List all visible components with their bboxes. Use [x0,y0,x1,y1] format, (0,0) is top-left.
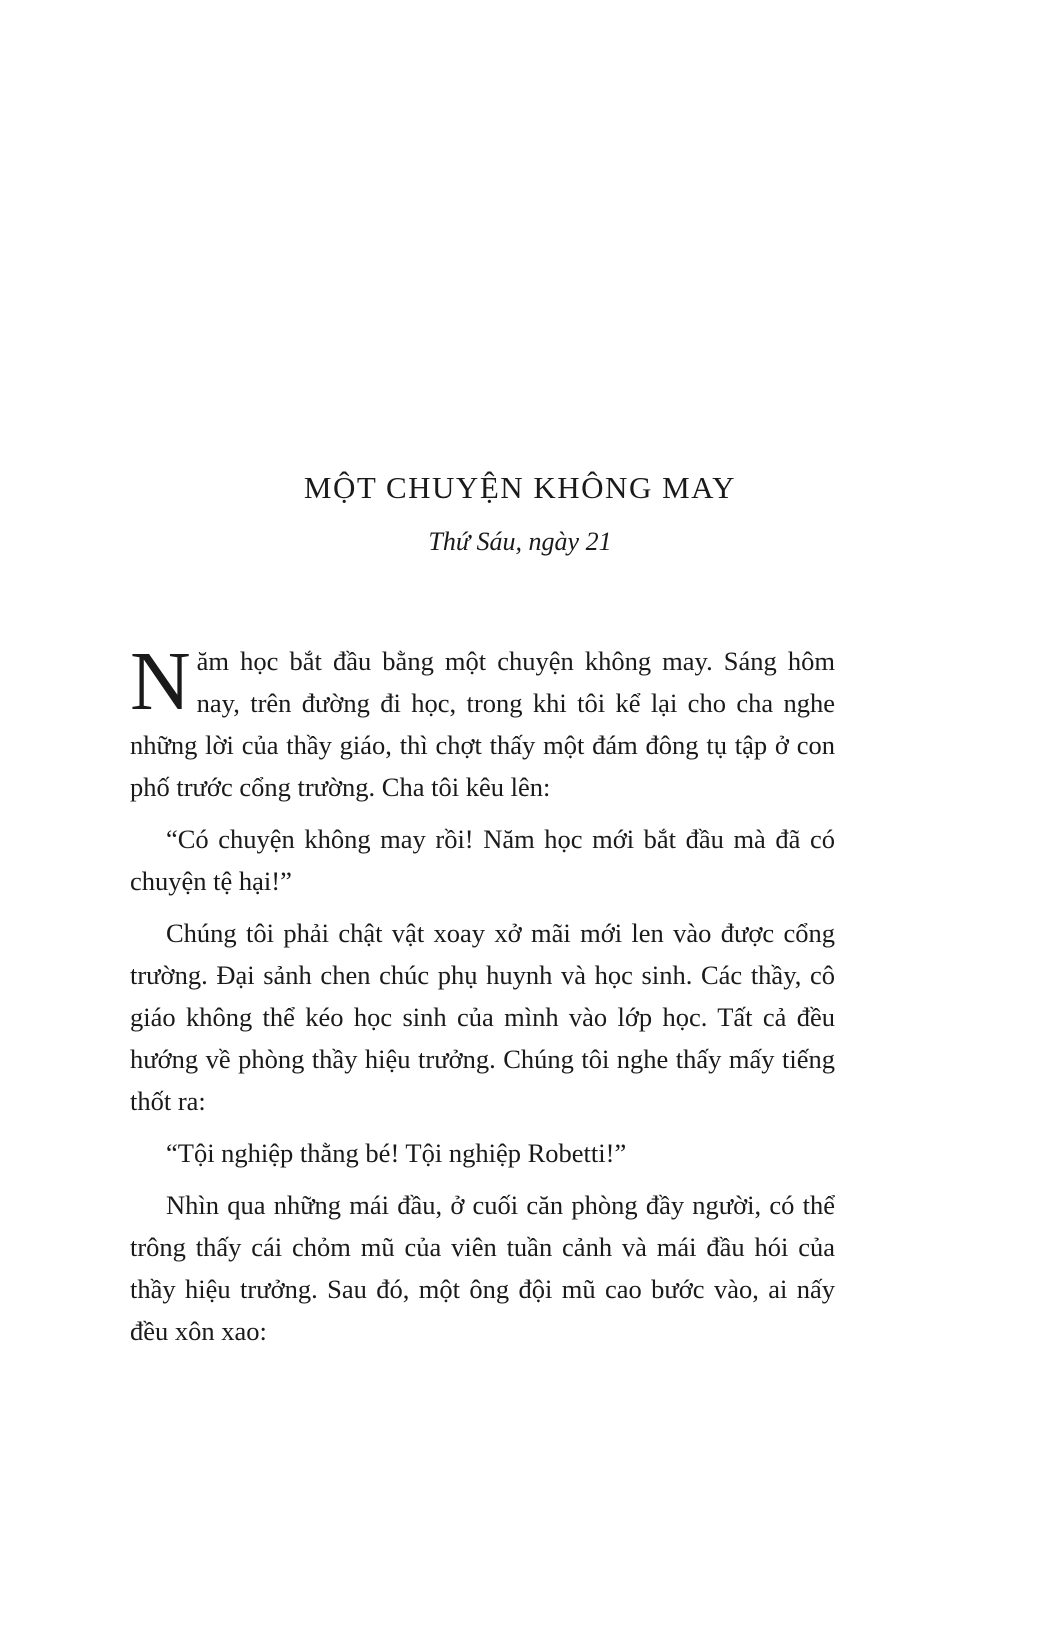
paragraph-principal-room: Nhìn qua những mái đầu, ở cuối căn phòng đầy người, có thể trông thấy cái chỏm mũ của viên tuần cảnh và mái đầu hói của thầy hiệu trưởng. Sau đó, một ông đội mũ cao bước vào, ai nấy đều xôn xao: [130,1190,835,1346]
paragraph-text: ăm học bắt đầu bằng một chuyện không may. Sáng hôm nay, trên đường đi học, trong khi tôi kể lại cho cha nghe những lời của thầy giáo, thì chợt thấy một đám đông tụ tập ở con phố trước cổng trường. Cha tôi kêu lên: [130,646,835,802]
paragraph-quote-father: “Có chuyện không may rồi! Năm học mới bắt đầu mà đã có chuyện tệ hại!” [130,824,835,896]
drop-cap: N [130,635,191,728]
chapter-date: Thứ Sáu, ngày 21 [428,527,612,556]
paragraph-entering-school: Chúng tôi phải chật vật xoay xở mãi mới len vào được cổng trường. Đại sảnh chen chúc phụ huynh và học sinh. Các thầy, cô giáo không thể kéo học sinh của mình vào lớp học. Tất cả đều hướng về phòng thầy hiệu trưởng. Chúng tôi nghe thấy mấy tiếng thốt ra: [130,918,835,1116]
body-text [130,635,835,1362]
paragraph-quote-robetti: “Tội nghiệp thằng bé! Tội nghiệp Robetti!” [166,1138,627,1168]
paragraph-opening [130,635,835,808]
chapter-title: MỘT CHUYỆN KHÔNG MAY [303,470,737,505]
